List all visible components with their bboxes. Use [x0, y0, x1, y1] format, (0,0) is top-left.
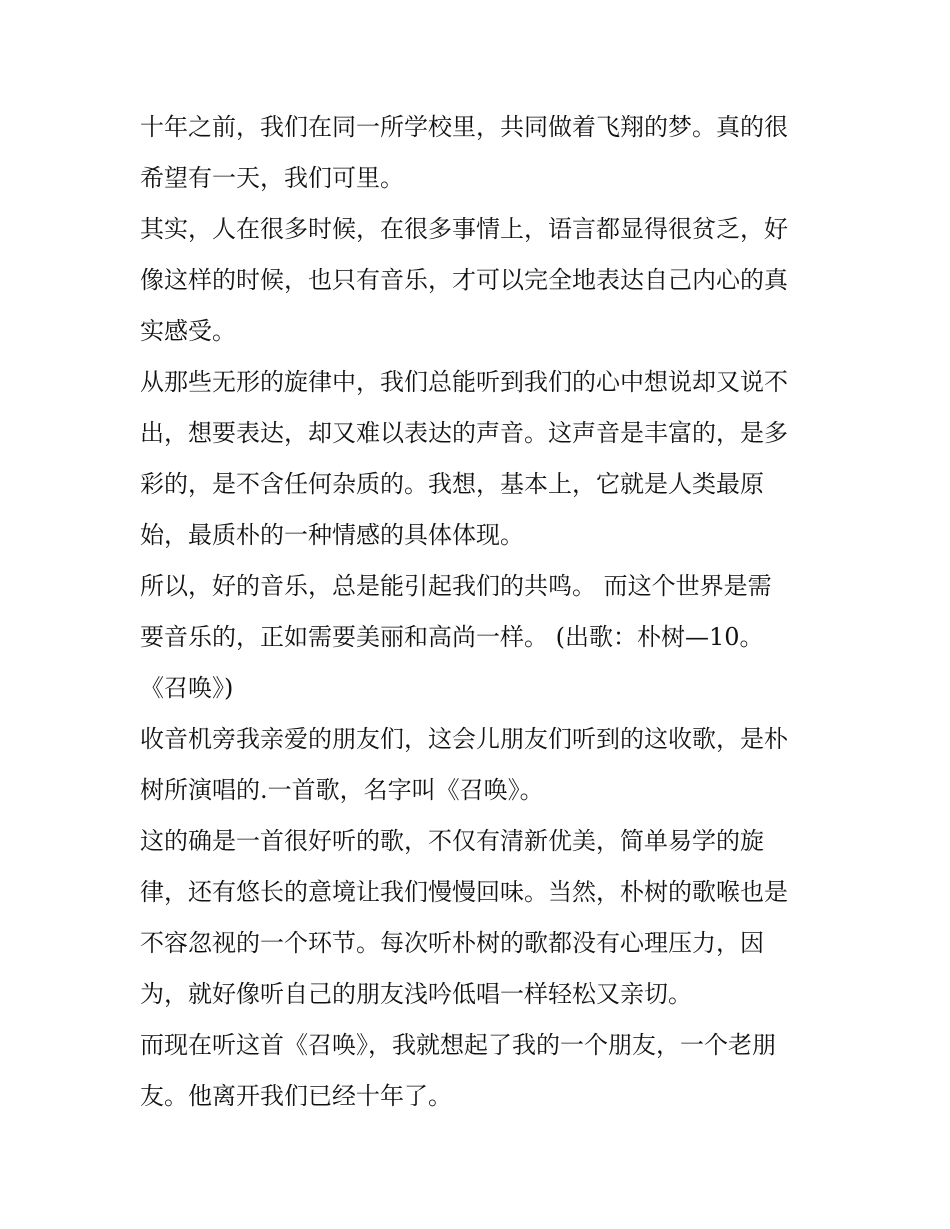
text-line: 出，想要表达，却又难以表达的声音。这声音是丰富的，是多 — [140, 419, 788, 447]
text-line: 像这样的时候，也只有音乐，才可以完全地表达自己内心的真 — [140, 266, 788, 294]
text-line: 《召唤》) — [140, 674, 234, 702]
text-line: 不容忽视的一个环节。每次听朴树的歌都没有心理压力，因 — [140, 929, 764, 957]
text-line: 彩的，是不含任何杂质的。我想，基本上，它就是人类最原 — [140, 470, 764, 498]
text-line: 其实，人在很多时候，在很多事情上，语言都显得很贫乏，好 — [140, 215, 788, 243]
text-line: 树所演唱的.一首歌，名字叫《召唤》。 — [140, 776, 544, 804]
text-line: 从那些无形的旋律中，我们总能听到我们的心中想说却又说不 — [140, 368, 788, 396]
text-line: 这的确是一首很好听的歌，不仅有清新优美，简单易学的旋 — [140, 827, 764, 855]
text-line: 而现在听这首《召唤》，我就想起了我的一个朋友，一个老朋 — [140, 1031, 776, 1059]
text-line: 希望有一天，我们可里。 — [140, 164, 404, 192]
text-line: 要音乐的，正如需要美丽和高尚一样。 (出歌：朴树—10。 — [140, 623, 764, 651]
text-line: 始，最质朴的一种情感的具体体现。 — [140, 521, 524, 549]
text-line: 律，还有悠长的意境让我们慢慢回味。当然，朴树的歌喉也是 — [140, 878, 788, 906]
text-line: 收音机旁我亲爱的朋友们，这会儿朋友们听到的这收歌，是朴 — [140, 725, 788, 753]
text-line: 为，就好像听自己的朋友浅吟低唱一样轻松又亲切。 — [140, 980, 692, 1008]
text-line: 所以，好的音乐，总是能引起我们的共鸣。 而这个世界是需 — [140, 572, 772, 600]
body-text — [140, 102, 820, 1122]
text-line: 实感受。 — [140, 317, 236, 345]
text-line: 十年之前，我们在同一所学校里，共同做着飞翔的梦。真的很 — [140, 113, 788, 141]
text-line: 友。他离开我们已经十年了。 — [140, 1082, 452, 1110]
